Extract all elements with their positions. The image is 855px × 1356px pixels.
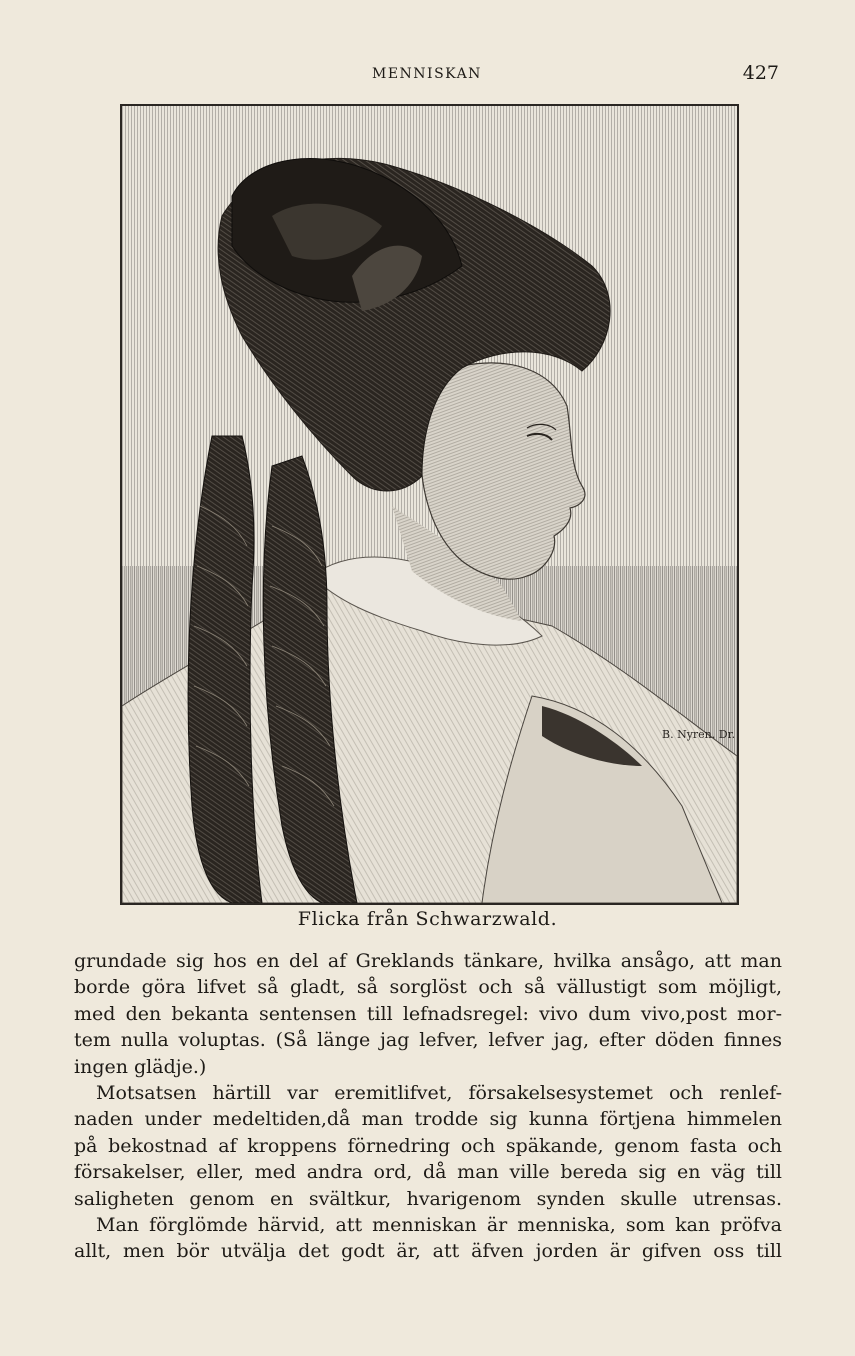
text-line: grundade sig hos en del af Greklands tänkare, hvilka ansågo, att man	[74, 950, 782, 972]
text-line: ingen glädje.)	[74, 1055, 207, 1078]
paragraph	[74, 1080, 782, 1212]
text-line: försakelser, eller, med andra ord, då man ville bereda sig en väg till	[74, 1161, 782, 1184]
text-line: naden under medeltiden,då man trodde sig kunna förtjena himmelen	[74, 1108, 782, 1131]
text-line: med den bekanta sentensen till lefnadsregel: vivo dum vivo,post mor-	[74, 1002, 782, 1025]
text-line: Motsatsen härtill var eremitlifvet, försakelsesystemet och renlef-	[96, 1082, 782, 1105]
running-head: MENNISKAN	[372, 66, 482, 82]
portrait-engraving	[122, 106, 737, 903]
paragraph	[74, 1212, 782, 1265]
text-line: allt, men bör utvälja det godt är, att äfven jorden är gifven oss till	[74, 1240, 782, 1263]
body-text	[74, 948, 782, 1265]
engraving-illustration	[120, 104, 739, 905]
paragraph	[74, 948, 782, 1080]
text-line: Man förglömde härvid, att menniskan är menniska, som kan pröfva	[96, 1214, 782, 1237]
figure-caption: Flicka från Schwarzwald.	[297, 908, 558, 930]
artist-signature: B. Nyren. Dr.	[662, 728, 736, 741]
page-number: 427	[742, 62, 779, 84]
text-line: tem nulla voluptas. (Så länge jag lefver, lefver jag, efter döden finnes	[74, 1029, 782, 1052]
text-line: borde göra lifvet så gladt, så sorglöst och så vällustigt som möjligt,	[74, 976, 782, 999]
text-line: saligheten genom en svältkur, hvarigenom synden skulle utrensas.	[74, 1187, 782, 1210]
text-line: på bekostnad af kroppens förnedring och späkande, genom fasta och	[74, 1134, 782, 1157]
